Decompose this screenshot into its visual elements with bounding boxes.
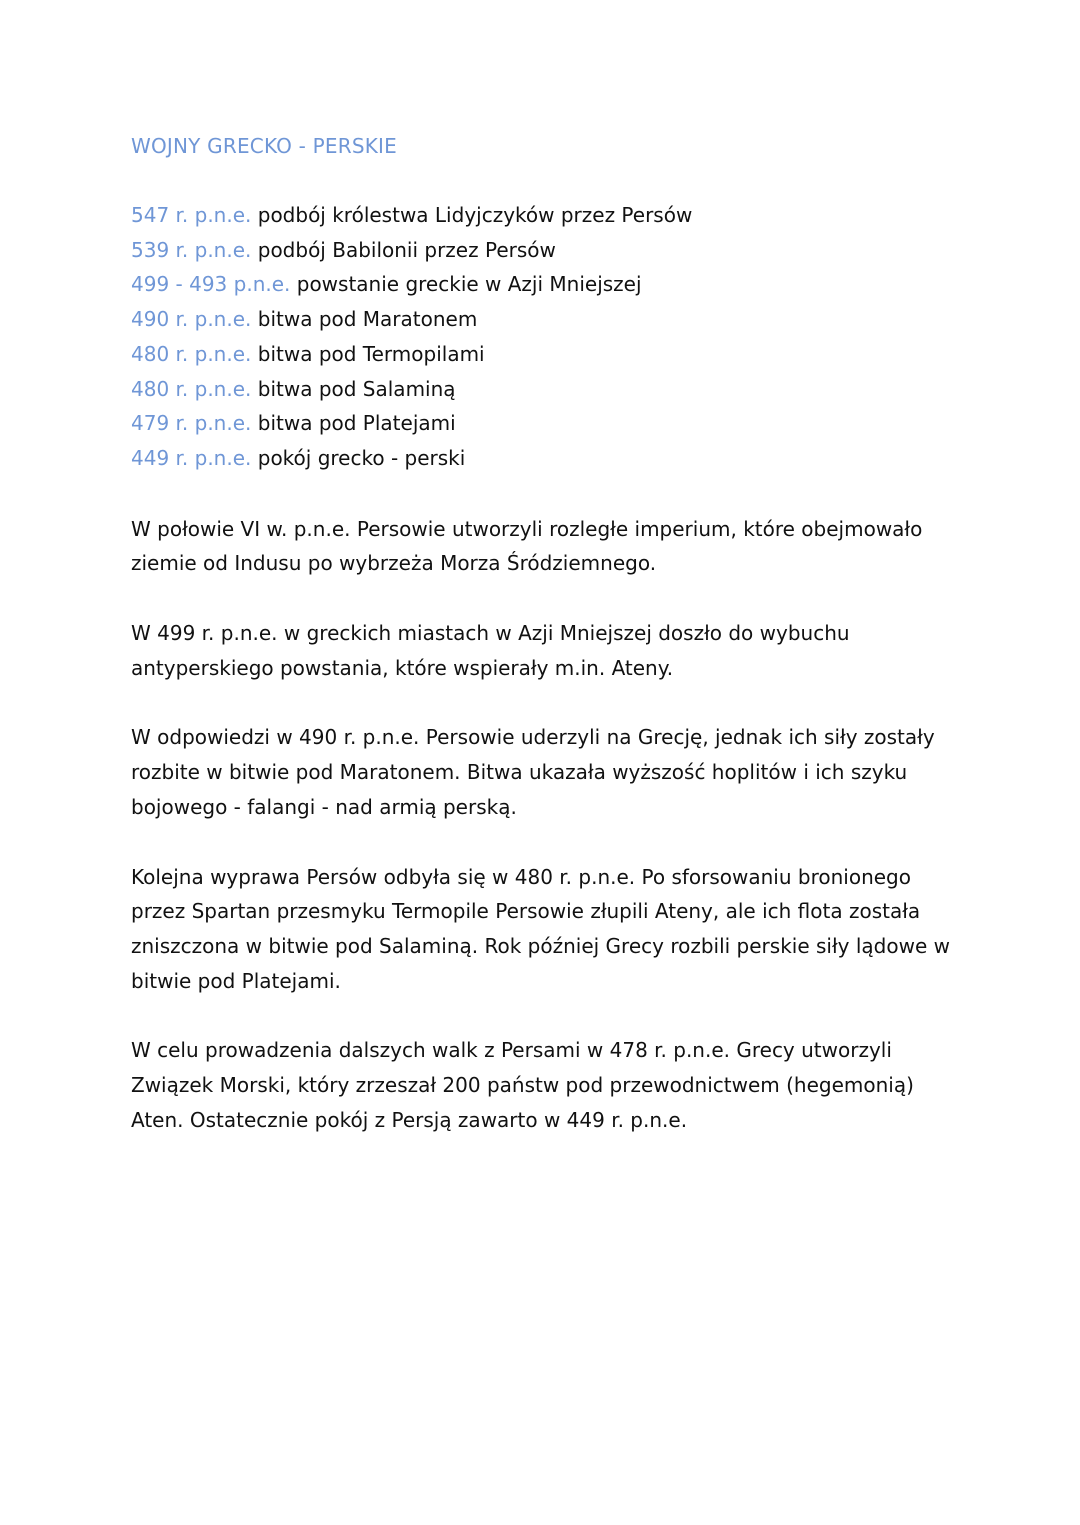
timeline-item	[131, 198, 961, 233]
timeline-date: 480 r. p.n.e.	[131, 341, 252, 366]
timeline-item	[131, 441, 961, 476]
timeline-date: 449 r. p.n.e.	[131, 445, 252, 470]
timeline-date: 479 r. p.n.e.	[131, 411, 252, 436]
timeline-event: bitwa pod Maratonem	[257, 307, 478, 332]
timeline-item	[131, 233, 961, 268]
timeline-list	[131, 198, 961, 476]
paragraph-second-invasion: Kolejna wyprawa Persów odbyła się w 480 r. p.n.e. Po sforsowaniu bronionego przez Spartan przesmyku Termopile Persowie złupili Ateny, ale ich flota została zniszczona w bitwie pod Salaminą. Rok później Grecy rozbili perskie siły lądowe w bitwie pod Platejami.	[131, 864, 950, 993]
timeline-date: 480 r. p.n.e.	[131, 376, 252, 401]
timeline-item	[131, 406, 961, 441]
paragraph-uprising: W 499 r. p.n.e. w greckich miastach w Azji Mniejszej doszło do wybuchu antyperskiego powstania, które wspierały m.in. Ateny.	[131, 621, 850, 680]
timeline-item	[131, 302, 961, 337]
timeline-date: 539 r. p.n.e.	[131, 237, 252, 262]
timeline-event: pokój grecko - perski	[257, 445, 466, 470]
timeline-item	[131, 337, 961, 372]
paragraph-delian-league: W celu prowadzenia dalszych walk z Persami w 478 r. p.n.e. Grecy utworzyli Związek Morski, który zrzeszał 200 państw pod przewodnictwem (hegemonią) Aten. Ostatecznie pokój z Persją zawarto w 449 r. p.n.e.	[131, 1038, 914, 1132]
timeline-event: bitwa pod Platejami	[257, 411, 456, 436]
timeline-event: bitwa pod Salaminą	[257, 376, 456, 401]
timeline-date: 499 - 493 p.n.e.	[131, 272, 291, 297]
timeline-date: 490 r. p.n.e.	[131, 307, 252, 332]
timeline-item	[131, 372, 961, 407]
timeline-event: powstanie greckie w Azji Mniejszej	[296, 272, 642, 297]
paragraph-empire: W połowie VI w. p.n.e. Persowie utworzyli rozległe imperium, które obejmowało ziemie od Indusu po wybrzeża Morza Śródziemnego.	[131, 516, 923, 576]
timeline-event: podbój Babilonii przez Persów	[257, 237, 556, 262]
timeline-date: 547 r. p.n.e.	[131, 203, 252, 227]
document-title: WOJNY GRECKO - PERSKIE	[131, 134, 397, 158]
timeline-item	[131, 267, 961, 302]
paragraph-marathon: W odpowiedzi w 490 r. p.n.e. Persowie uderzyli na Grecję, jednak ich siły zostały rozbite w bitwie pod Maratonem. Bitwa ukazała wyższość hoplitów i ich szyku bojowego - falangi - nad armią perską.	[131, 725, 935, 819]
timeline-event: podbój królestwa Lidyjczyków przez Persów	[257, 203, 693, 227]
timeline-event: bitwa pod Termopilami	[257, 341, 485, 366]
document-page	[131, 128, 961, 1172]
